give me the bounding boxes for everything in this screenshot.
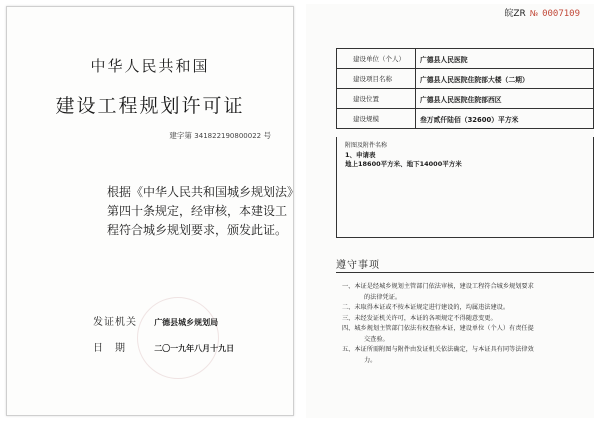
- table-row: [337, 109, 594, 129]
- country-name: 中华人民共和国: [90, 57, 210, 75]
- notice-item: 力。: [364, 356, 377, 364]
- issuer-label: 发证机关: [93, 317, 137, 328]
- table-key: 建设位置: [337, 89, 416, 109]
- certificate-number-label: 建字第: [169, 131, 192, 140]
- notice-title: 遵守事项: [336, 260, 380, 271]
- certificate-body-text: 根据《中华人民共和国城乡规划法》第四十条规定，经审核，本建设工程符合城乡规划要求，颁发此证。: [107, 185, 294, 237]
- date-value: 二〇一九年八月十九日: [154, 344, 235, 353]
- notice-item: 四、城乡规划主管部门依法有权查验本证，建设单位（个人）有责任提: [342, 325, 534, 332]
- table-row: [337, 49, 594, 69]
- table-row: [337, 69, 594, 89]
- issuer-value: 广德县城乡规划局: [154, 318, 219, 327]
- project-info-table: [336, 48, 594, 129]
- table-value: 广德县人民医院: [416, 49, 594, 69]
- table-key: 建设单位（个人）: [337, 49, 416, 69]
- date-row: [93, 339, 234, 354]
- attachment-area-note: 地上18600平方米、地下14000平方米: [345, 160, 462, 168]
- table-row: [337, 89, 594, 109]
- notice-item: 一、本证是经城乡规划主管部门依法审核，建设工程符合城乡规划要求: [342, 283, 534, 290]
- certificate-number-value: 341822190800022: [194, 132, 262, 140]
- serial-value: 0007109: [542, 9, 580, 19]
- notice-item: 五、本证所需附图与附件由发证机关依法确定，与本证具有同等法律效: [342, 346, 534, 353]
- serial-number: [504, 6, 580, 19]
- notice-item: 三、未经发证机关许可，本证的各项规定不得随意变更。: [342, 314, 497, 322]
- notice-item: 二、未取得本证或不按本证规定进行建设的，均属违法建设。: [342, 304, 510, 311]
- certificate-title: 建设工程规划许可证: [55, 95, 245, 117]
- certificate-detail-page: [306, 4, 594, 418]
- certificate-cover-page: [6, 6, 294, 416]
- table-value: 广德县人民医院住院部西区: [416, 89, 594, 109]
- notice-list: [342, 282, 594, 366]
- official-seal: [137, 297, 219, 379]
- table-key: 建设规模: [337, 109, 416, 129]
- notice-divider: [336, 272, 594, 273]
- serial-mark: №: [529, 9, 539, 18]
- table-value: 广德县人民医院住院部大楼（二期）: [416, 69, 594, 89]
- attachments-label: 附图及附件名称: [345, 142, 388, 149]
- issuer-row: [93, 313, 218, 328]
- table-value: 叁万贰仟陆佰（32600）平方米: [416, 109, 594, 129]
- certificate-number-suffix: 号: [263, 131, 271, 140]
- notice-item: 交查验。: [364, 335, 389, 343]
- table-key: 建设项目名称: [337, 69, 416, 89]
- notice-item: 的法律凭证。: [364, 293, 402, 301]
- date-label: 日 期: [93, 343, 126, 354]
- certificate-number: [169, 130, 271, 141]
- attachment-item: 1、申请表: [345, 151, 376, 159]
- attachments-box: [336, 137, 594, 238]
- serial-prefix: 皖ZR: [504, 9, 526, 19]
